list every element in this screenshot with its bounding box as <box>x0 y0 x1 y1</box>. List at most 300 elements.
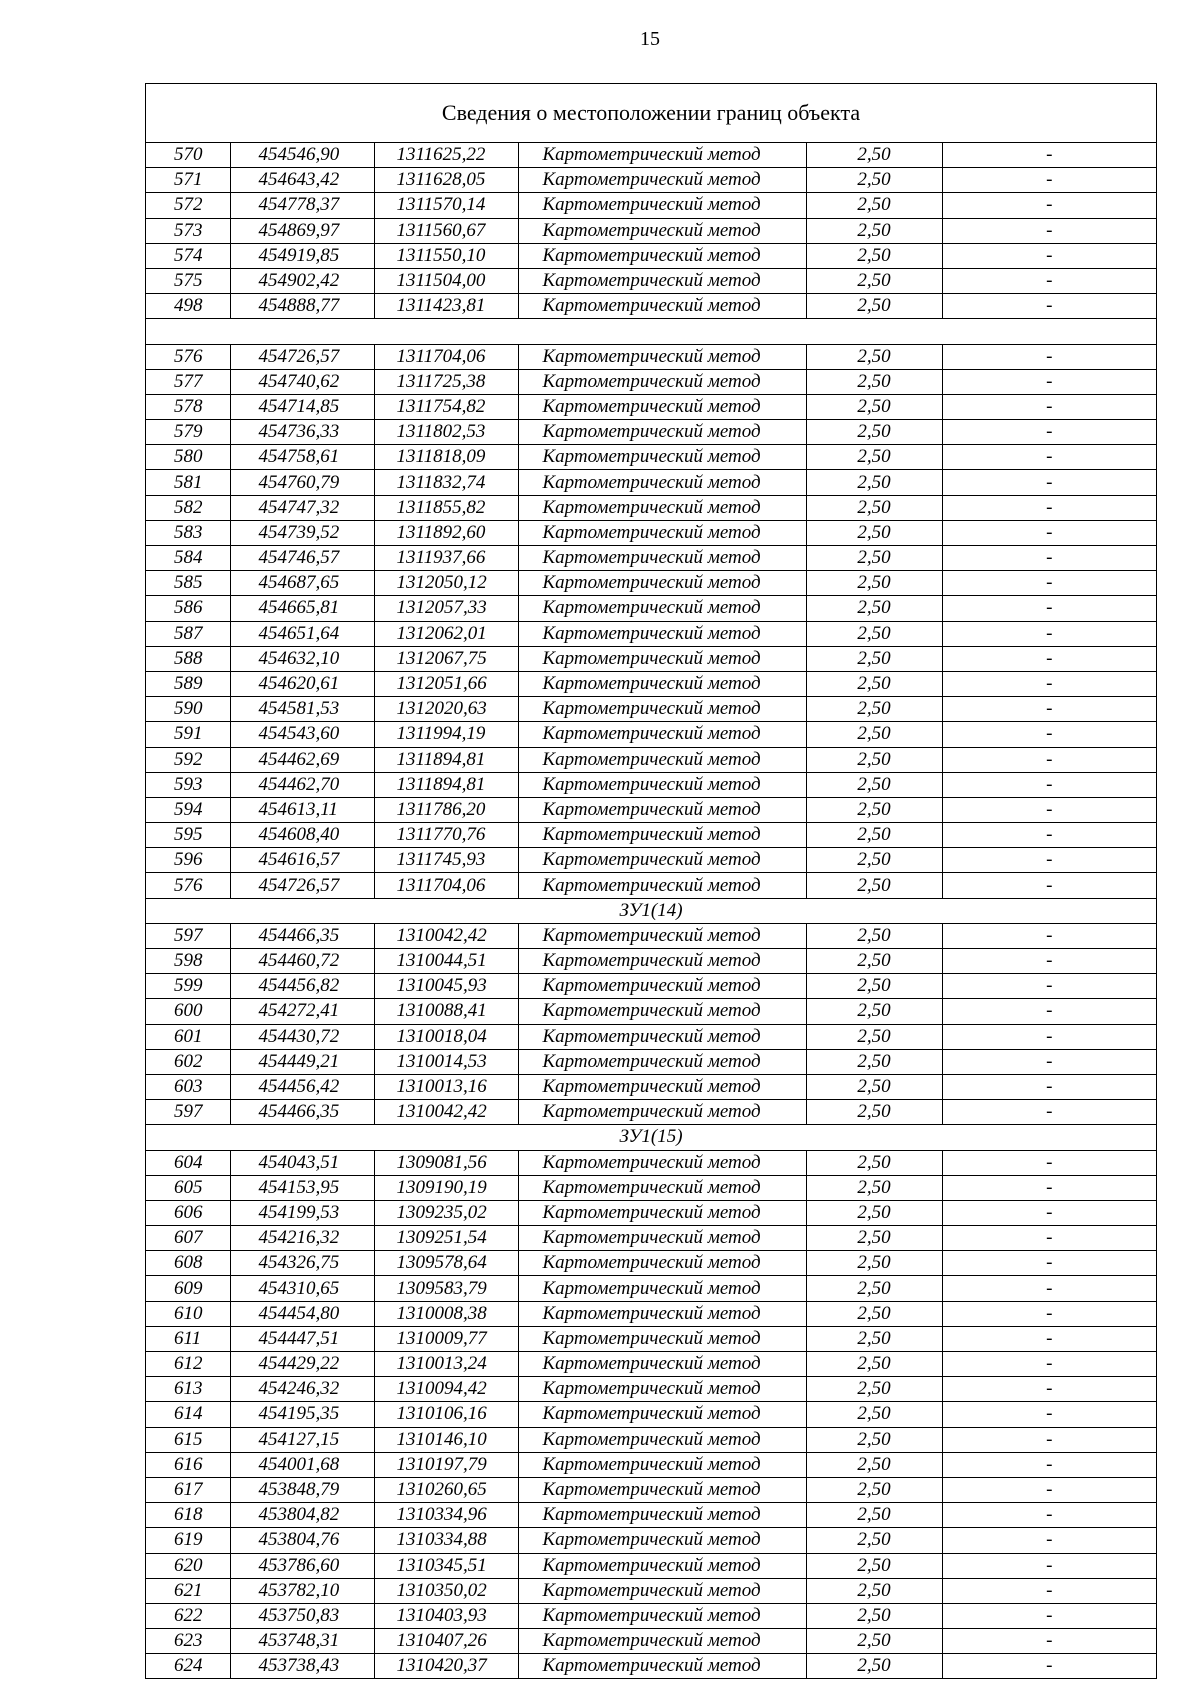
method-cell: Картометрический метод <box>518 369 806 394</box>
y-coordinate-cell: 1311570,14 <box>374 193 518 218</box>
method-cell: Картометрический метод <box>518 1175 806 1200</box>
y-coordinate-cell: 1309190,19 <box>374 1175 518 1200</box>
note-cell: - <box>942 722 1156 747</box>
accuracy-cell: 2,50 <box>806 268 942 293</box>
accuracy-cell: 2,50 <box>806 722 942 747</box>
note-cell: - <box>942 1629 1156 1654</box>
x-coordinate-cell: 454714,85 <box>230 394 374 419</box>
note-cell: - <box>942 1427 1156 1452</box>
table-row <box>146 1553 1156 1578</box>
accuracy-cell: 2,50 <box>806 671 942 696</box>
note-cell: - <box>942 1553 1156 1578</box>
section-label: ЗУ1(14) <box>146 898 1156 923</box>
table-row <box>146 999 1156 1024</box>
x-coordinate-cell: 454456,42 <box>230 1074 374 1099</box>
point-number-cell: 571 <box>146 168 230 193</box>
accuracy-cell: 2,50 <box>806 495 942 520</box>
y-coordinate-cell: 1310106,16 <box>374 1402 518 1427</box>
note-cell: - <box>942 1352 1156 1377</box>
note-cell: - <box>942 1603 1156 1628</box>
method-cell: Картометрический метод <box>518 999 806 1024</box>
y-coordinate-cell: 1309578,64 <box>374 1251 518 1276</box>
point-number-cell: 593 <box>146 772 230 797</box>
method-cell: Картометрический метод <box>518 1654 806 1679</box>
accuracy-cell: 2,50 <box>806 520 942 545</box>
note-cell: - <box>942 470 1156 495</box>
accuracy-cell: 2,50 <box>806 1402 942 1427</box>
table-row <box>146 143 1156 168</box>
x-coordinate-cell: 453750,83 <box>230 1603 374 1628</box>
accuracy-cell: 2,50 <box>806 923 942 948</box>
y-coordinate-cell: 1311994,19 <box>374 722 518 747</box>
method-cell: Картометрический метод <box>518 1503 806 1528</box>
accuracy-cell: 2,50 <box>806 1226 942 1251</box>
note-cell: - <box>942 1503 1156 1528</box>
y-coordinate-cell: 1311892,60 <box>374 520 518 545</box>
accuracy-cell: 2,50 <box>806 369 942 394</box>
method-cell: Картометрический метод <box>518 1150 806 1175</box>
point-number-cell: 621 <box>146 1578 230 1603</box>
method-cell: Картометрический метод <box>518 1528 806 1553</box>
x-coordinate-cell: 453782,10 <box>230 1578 374 1603</box>
accuracy-cell: 2,50 <box>806 1603 942 1628</box>
table-row <box>146 873 1156 898</box>
note-cell: - <box>942 1100 1156 1125</box>
table-row <box>146 697 1156 722</box>
method-cell: Картометрический метод <box>518 1578 806 1603</box>
point-number-cell: 598 <box>146 949 230 974</box>
x-coordinate-cell: 453748,31 <box>230 1629 374 1654</box>
x-coordinate-cell: 454153,95 <box>230 1175 374 1200</box>
method-cell: Картометрический метод <box>518 470 806 495</box>
point-number-cell: 609 <box>146 1276 230 1301</box>
x-coordinate-cell: 454310,65 <box>230 1276 374 1301</box>
x-coordinate-cell: 454581,53 <box>230 697 374 722</box>
note-cell: - <box>942 873 1156 898</box>
y-coordinate-cell: 1311754,82 <box>374 394 518 419</box>
point-number-cell: 581 <box>146 470 230 495</box>
y-coordinate-cell: 1311802,53 <box>374 420 518 445</box>
x-coordinate-cell: 454613,11 <box>230 797 374 822</box>
y-coordinate-cell: 1312062,01 <box>374 621 518 646</box>
y-coordinate-cell: 1310407,26 <box>374 1629 518 1654</box>
table-row <box>146 445 1156 470</box>
method-cell: Картометрический метод <box>518 1553 806 1578</box>
point-number-cell: 601 <box>146 1024 230 1049</box>
y-coordinate-cell: 1311937,66 <box>374 546 518 571</box>
accuracy-cell: 2,50 <box>806 949 942 974</box>
y-coordinate-cell: 1312067,75 <box>374 646 518 671</box>
point-number-cell: 605 <box>146 1175 230 1200</box>
table-row <box>146 747 1156 772</box>
note-cell: - <box>942 546 1156 571</box>
accuracy-cell: 2,50 <box>806 168 942 193</box>
note-cell: - <box>942 1578 1156 1603</box>
method-cell: Картометрический метод <box>518 1326 806 1351</box>
table-row <box>146 797 1156 822</box>
accuracy-cell: 2,50 <box>806 797 942 822</box>
x-coordinate-cell: 454747,32 <box>230 495 374 520</box>
accuracy-cell: 2,50 <box>806 1150 942 1175</box>
note-cell: - <box>942 1377 1156 1402</box>
boundary-table-container <box>145 83 1157 1679</box>
method-cell: Картометрический метод <box>518 873 806 898</box>
method-cell: Картометрический метод <box>518 1100 806 1125</box>
x-coordinate-cell: 454620,61 <box>230 671 374 696</box>
x-coordinate-cell: 454736,33 <box>230 420 374 445</box>
y-coordinate-cell: 1311855,82 <box>374 495 518 520</box>
method-cell: Картометрический метод <box>518 394 806 419</box>
point-number-cell: 596 <box>146 848 230 873</box>
accuracy-cell: 2,50 <box>806 848 942 873</box>
table-row <box>146 1578 1156 1603</box>
y-coordinate-cell: 1310420,37 <box>374 1654 518 1679</box>
point-number-cell: 608 <box>146 1251 230 1276</box>
x-coordinate-cell: 454001,68 <box>230 1452 374 1477</box>
point-number-cell: 498 <box>146 294 230 319</box>
accuracy-cell: 2,50 <box>806 571 942 596</box>
y-coordinate-cell: 1310146,10 <box>374 1427 518 1452</box>
accuracy-cell: 2,50 <box>806 420 942 445</box>
accuracy-cell: 2,50 <box>806 621 942 646</box>
method-cell: Картометрический метод <box>518 1074 806 1099</box>
x-coordinate-cell: 454462,69 <box>230 747 374 772</box>
point-number-cell: 602 <box>146 1049 230 1074</box>
table-row <box>146 1074 1156 1099</box>
accuracy-cell: 2,50 <box>806 974 942 999</box>
table-row <box>146 823 1156 848</box>
accuracy-cell: 2,50 <box>806 1578 942 1603</box>
table-row <box>146 1654 1156 1679</box>
point-number-cell: 606 <box>146 1200 230 1225</box>
accuracy-cell: 2,50 <box>806 1377 942 1402</box>
x-coordinate-cell: 454726,57 <box>230 873 374 898</box>
point-number-cell: 573 <box>146 218 230 243</box>
x-coordinate-cell: 454726,57 <box>230 344 374 369</box>
note-cell: - <box>942 193 1156 218</box>
table-row <box>146 671 1156 696</box>
method-cell: Картометрический метод <box>518 1477 806 1502</box>
note-cell: - <box>942 495 1156 520</box>
y-coordinate-cell: 1310013,24 <box>374 1352 518 1377</box>
note-cell: - <box>942 420 1156 445</box>
y-coordinate-cell: 1310013,16 <box>374 1074 518 1099</box>
table-row <box>146 1301 1156 1326</box>
x-coordinate-cell: 454758,61 <box>230 445 374 470</box>
x-coordinate-cell: 454760,79 <box>230 470 374 495</box>
y-coordinate-cell: 1311725,38 <box>374 369 518 394</box>
note-cell: - <box>942 974 1156 999</box>
note-cell: - <box>942 1276 1156 1301</box>
x-coordinate-cell: 453786,60 <box>230 1553 374 1578</box>
note-cell: - <box>942 394 1156 419</box>
table-row <box>146 949 1156 974</box>
table-row <box>146 848 1156 873</box>
y-coordinate-cell: 1310334,96 <box>374 1503 518 1528</box>
method-cell: Картометрический метод <box>518 1629 806 1654</box>
method-cell: Картометрический метод <box>518 344 806 369</box>
point-number-cell: 576 <box>146 344 230 369</box>
table-row <box>146 294 1156 319</box>
method-cell: Картометрический метод <box>518 168 806 193</box>
table-row <box>146 369 1156 394</box>
method-cell: Картометрический метод <box>518 1452 806 1477</box>
table-row <box>146 520 1156 545</box>
x-coordinate-cell: 454740,62 <box>230 369 374 394</box>
table-row <box>146 1150 1156 1175</box>
accuracy-cell: 2,50 <box>806 1352 942 1377</box>
point-number-cell: 589 <box>146 671 230 696</box>
table-row <box>146 1377 1156 1402</box>
method-cell: Картометрический метод <box>518 697 806 722</box>
table-row <box>146 571 1156 596</box>
y-coordinate-cell: 1311625,22 <box>374 143 518 168</box>
note-cell: - <box>942 949 1156 974</box>
note-cell: - <box>942 268 1156 293</box>
note-cell: - <box>942 344 1156 369</box>
note-cell: - <box>942 1200 1156 1225</box>
method-cell: Картометрический метод <box>518 1377 806 1402</box>
accuracy-cell: 2,50 <box>806 596 942 621</box>
method-cell: Картометрический метод <box>518 974 806 999</box>
point-number-cell: 577 <box>146 369 230 394</box>
x-coordinate-cell: 454665,81 <box>230 596 374 621</box>
x-coordinate-cell: 454429,22 <box>230 1352 374 1377</box>
x-coordinate-cell: 454869,97 <box>230 218 374 243</box>
table-row <box>146 1528 1156 1553</box>
method-cell: Картометрический метод <box>518 1352 806 1377</box>
note-cell: - <box>942 1452 1156 1477</box>
x-coordinate-cell: 454919,85 <box>230 243 374 268</box>
blank-separator-row <box>146 319 1156 344</box>
point-number-cell: 600 <box>146 999 230 1024</box>
accuracy-cell: 2,50 <box>806 394 942 419</box>
accuracy-cell: 2,50 <box>806 1251 942 1276</box>
point-number-cell: 584 <box>146 546 230 571</box>
table-row <box>146 470 1156 495</box>
point-number-cell: 586 <box>146 596 230 621</box>
note-cell: - <box>942 999 1156 1024</box>
note-cell: - <box>942 1251 1156 1276</box>
x-coordinate-cell: 454127,15 <box>230 1427 374 1452</box>
y-coordinate-cell: 1311550,10 <box>374 243 518 268</box>
method-cell: Картометрический метод <box>518 1251 806 1276</box>
note-cell: - <box>942 571 1156 596</box>
point-number-cell: 623 <box>146 1629 230 1654</box>
x-coordinate-cell: 454456,82 <box>230 974 374 999</box>
x-coordinate-cell: 454272,41 <box>230 999 374 1024</box>
table-row <box>146 1477 1156 1502</box>
y-coordinate-cell: 1310334,88 <box>374 1528 518 1553</box>
note-cell: - <box>942 218 1156 243</box>
accuracy-cell: 2,50 <box>806 1074 942 1099</box>
note-cell: - <box>942 369 1156 394</box>
table-row <box>146 923 1156 948</box>
table-row <box>146 344 1156 369</box>
x-coordinate-cell: 454546,90 <box>230 143 374 168</box>
method-cell: Картометрический метод <box>518 1200 806 1225</box>
x-coordinate-cell: 454199,53 <box>230 1200 374 1225</box>
x-coordinate-cell: 453738,43 <box>230 1654 374 1679</box>
point-number-cell: 618 <box>146 1503 230 1528</box>
accuracy-cell: 2,50 <box>806 1452 942 1477</box>
y-coordinate-cell: 1311894,81 <box>374 747 518 772</box>
y-coordinate-cell: 1311704,06 <box>374 344 518 369</box>
y-coordinate-cell: 1310042,42 <box>374 1100 518 1125</box>
method-cell: Картометрический метод <box>518 445 806 470</box>
y-coordinate-cell: 1310045,93 <box>374 974 518 999</box>
point-number-cell: 615 <box>146 1427 230 1452</box>
table-row <box>146 1629 1156 1654</box>
accuracy-cell: 2,50 <box>806 646 942 671</box>
accuracy-cell: 2,50 <box>806 1301 942 1326</box>
point-number-cell: 620 <box>146 1553 230 1578</box>
note-cell: - <box>942 1301 1156 1326</box>
x-coordinate-cell: 454466,35 <box>230 1100 374 1125</box>
accuracy-cell: 2,50 <box>806 1528 942 1553</box>
note-cell: - <box>942 520 1156 545</box>
point-number-cell: 588 <box>146 646 230 671</box>
note-cell: - <box>942 646 1156 671</box>
accuracy-cell: 2,50 <box>806 1553 942 1578</box>
table-title: Сведения о местоположении границ объекта <box>146 84 1156 143</box>
y-coordinate-cell: 1312050,12 <box>374 571 518 596</box>
accuracy-cell: 2,50 <box>806 546 942 571</box>
accuracy-cell: 2,50 <box>806 1175 942 1200</box>
x-coordinate-cell: 453804,76 <box>230 1528 374 1553</box>
coordinates-table-body <box>146 143 1156 1678</box>
x-coordinate-cell: 454543,60 <box>230 722 374 747</box>
x-coordinate-cell: 454632,10 <box>230 646 374 671</box>
point-number-cell: 582 <box>146 495 230 520</box>
x-coordinate-cell: 454687,65 <box>230 571 374 596</box>
x-coordinate-cell: 454643,42 <box>230 168 374 193</box>
method-cell: Картометрический метод <box>518 949 806 974</box>
table-row <box>146 621 1156 646</box>
point-number-cell: 616 <box>146 1452 230 1477</box>
x-coordinate-cell: 453848,79 <box>230 1477 374 1502</box>
note-cell: - <box>942 1654 1156 1679</box>
table-row <box>146 243 1156 268</box>
point-number-cell: 612 <box>146 1352 230 1377</box>
point-number-cell: 603 <box>146 1074 230 1099</box>
x-coordinate-cell: 454195,35 <box>230 1402 374 1427</box>
x-coordinate-cell: 454430,72 <box>230 1024 374 1049</box>
table-row <box>146 420 1156 445</box>
y-coordinate-cell: 1312020,63 <box>374 697 518 722</box>
note-cell: - <box>942 747 1156 772</box>
accuracy-cell: 2,50 <box>806 823 942 848</box>
y-coordinate-cell: 1311628,05 <box>374 168 518 193</box>
method-cell: Картометрический метод <box>518 1276 806 1301</box>
method-cell: Картометрический метод <box>518 823 806 848</box>
section-header-row <box>146 898 1156 923</box>
note-cell: - <box>942 772 1156 797</box>
x-coordinate-cell: 454246,32 <box>230 1377 374 1402</box>
table-row <box>146 1503 1156 1528</box>
x-coordinate-cell: 454739,52 <box>230 520 374 545</box>
y-coordinate-cell: 1309235,02 <box>374 1200 518 1225</box>
point-number-cell: 595 <box>146 823 230 848</box>
x-coordinate-cell: 454778,37 <box>230 193 374 218</box>
table-row <box>146 1452 1156 1477</box>
table-row <box>146 218 1156 243</box>
table-row <box>146 1427 1156 1452</box>
accuracy-cell: 2,50 <box>806 1629 942 1654</box>
x-coordinate-cell: 454216,32 <box>230 1226 374 1251</box>
x-coordinate-cell: 453804,82 <box>230 1503 374 1528</box>
point-number-cell: 572 <box>146 193 230 218</box>
section-header-row <box>146 1125 1156 1150</box>
point-number-cell: 575 <box>146 268 230 293</box>
y-coordinate-cell: 1310403,93 <box>374 1603 518 1628</box>
note-cell: - <box>942 671 1156 696</box>
y-coordinate-cell: 1310345,51 <box>374 1553 518 1578</box>
accuracy-cell: 2,50 <box>806 772 942 797</box>
accuracy-cell: 2,50 <box>806 1200 942 1225</box>
note-cell: - <box>942 294 1156 319</box>
page-number: 15 <box>640 28 660 50</box>
point-number-cell: 576 <box>146 873 230 898</box>
table-row <box>146 596 1156 621</box>
note-cell: - <box>942 143 1156 168</box>
point-number-cell: 611 <box>146 1326 230 1351</box>
table-row <box>146 1251 1156 1276</box>
method-cell: Картометрический метод <box>518 143 806 168</box>
table-row <box>146 495 1156 520</box>
note-cell: - <box>942 1402 1156 1427</box>
method-cell: Картометрический метод <box>518 596 806 621</box>
point-number-cell: 580 <box>146 445 230 470</box>
note-cell: - <box>942 797 1156 822</box>
point-number-cell: 597 <box>146 1100 230 1125</box>
y-coordinate-cell: 1311745,93 <box>374 848 518 873</box>
x-coordinate-cell: 454326,75 <box>230 1251 374 1276</box>
method-cell: Картометрический метод <box>518 218 806 243</box>
table-row <box>146 1352 1156 1377</box>
note-cell: - <box>942 168 1156 193</box>
x-coordinate-cell: 454608,40 <box>230 823 374 848</box>
note-cell: - <box>942 697 1156 722</box>
method-cell: Картометрический метод <box>518 571 806 596</box>
table-row <box>146 646 1156 671</box>
x-coordinate-cell: 454616,57 <box>230 848 374 873</box>
method-cell: Картометрический метод <box>518 1603 806 1628</box>
note-cell: - <box>942 1326 1156 1351</box>
accuracy-cell: 2,50 <box>806 697 942 722</box>
point-number-cell: 607 <box>146 1226 230 1251</box>
x-coordinate-cell: 454449,21 <box>230 1049 374 1074</box>
method-cell: Картометрический метод <box>518 848 806 873</box>
note-cell: - <box>942 1528 1156 1553</box>
y-coordinate-cell: 1311423,81 <box>374 294 518 319</box>
y-coordinate-cell: 1310014,53 <box>374 1049 518 1074</box>
y-coordinate-cell: 1310094,42 <box>374 1377 518 1402</box>
accuracy-cell: 2,50 <box>806 243 942 268</box>
method-cell: Картометрический метод <box>518 1427 806 1452</box>
table-row <box>146 772 1156 797</box>
table-row <box>146 1024 1156 1049</box>
accuracy-cell: 2,50 <box>806 873 942 898</box>
table-row <box>146 1049 1156 1074</box>
y-coordinate-cell: 1311894,81 <box>374 772 518 797</box>
method-cell: Картометрический метод <box>518 546 806 571</box>
y-coordinate-cell: 1311770,76 <box>374 823 518 848</box>
y-coordinate-cell: 1310018,04 <box>374 1024 518 1049</box>
method-cell: Картометрический метод <box>518 671 806 696</box>
note-cell: - <box>942 923 1156 948</box>
y-coordinate-cell: 1310260,65 <box>374 1477 518 1502</box>
